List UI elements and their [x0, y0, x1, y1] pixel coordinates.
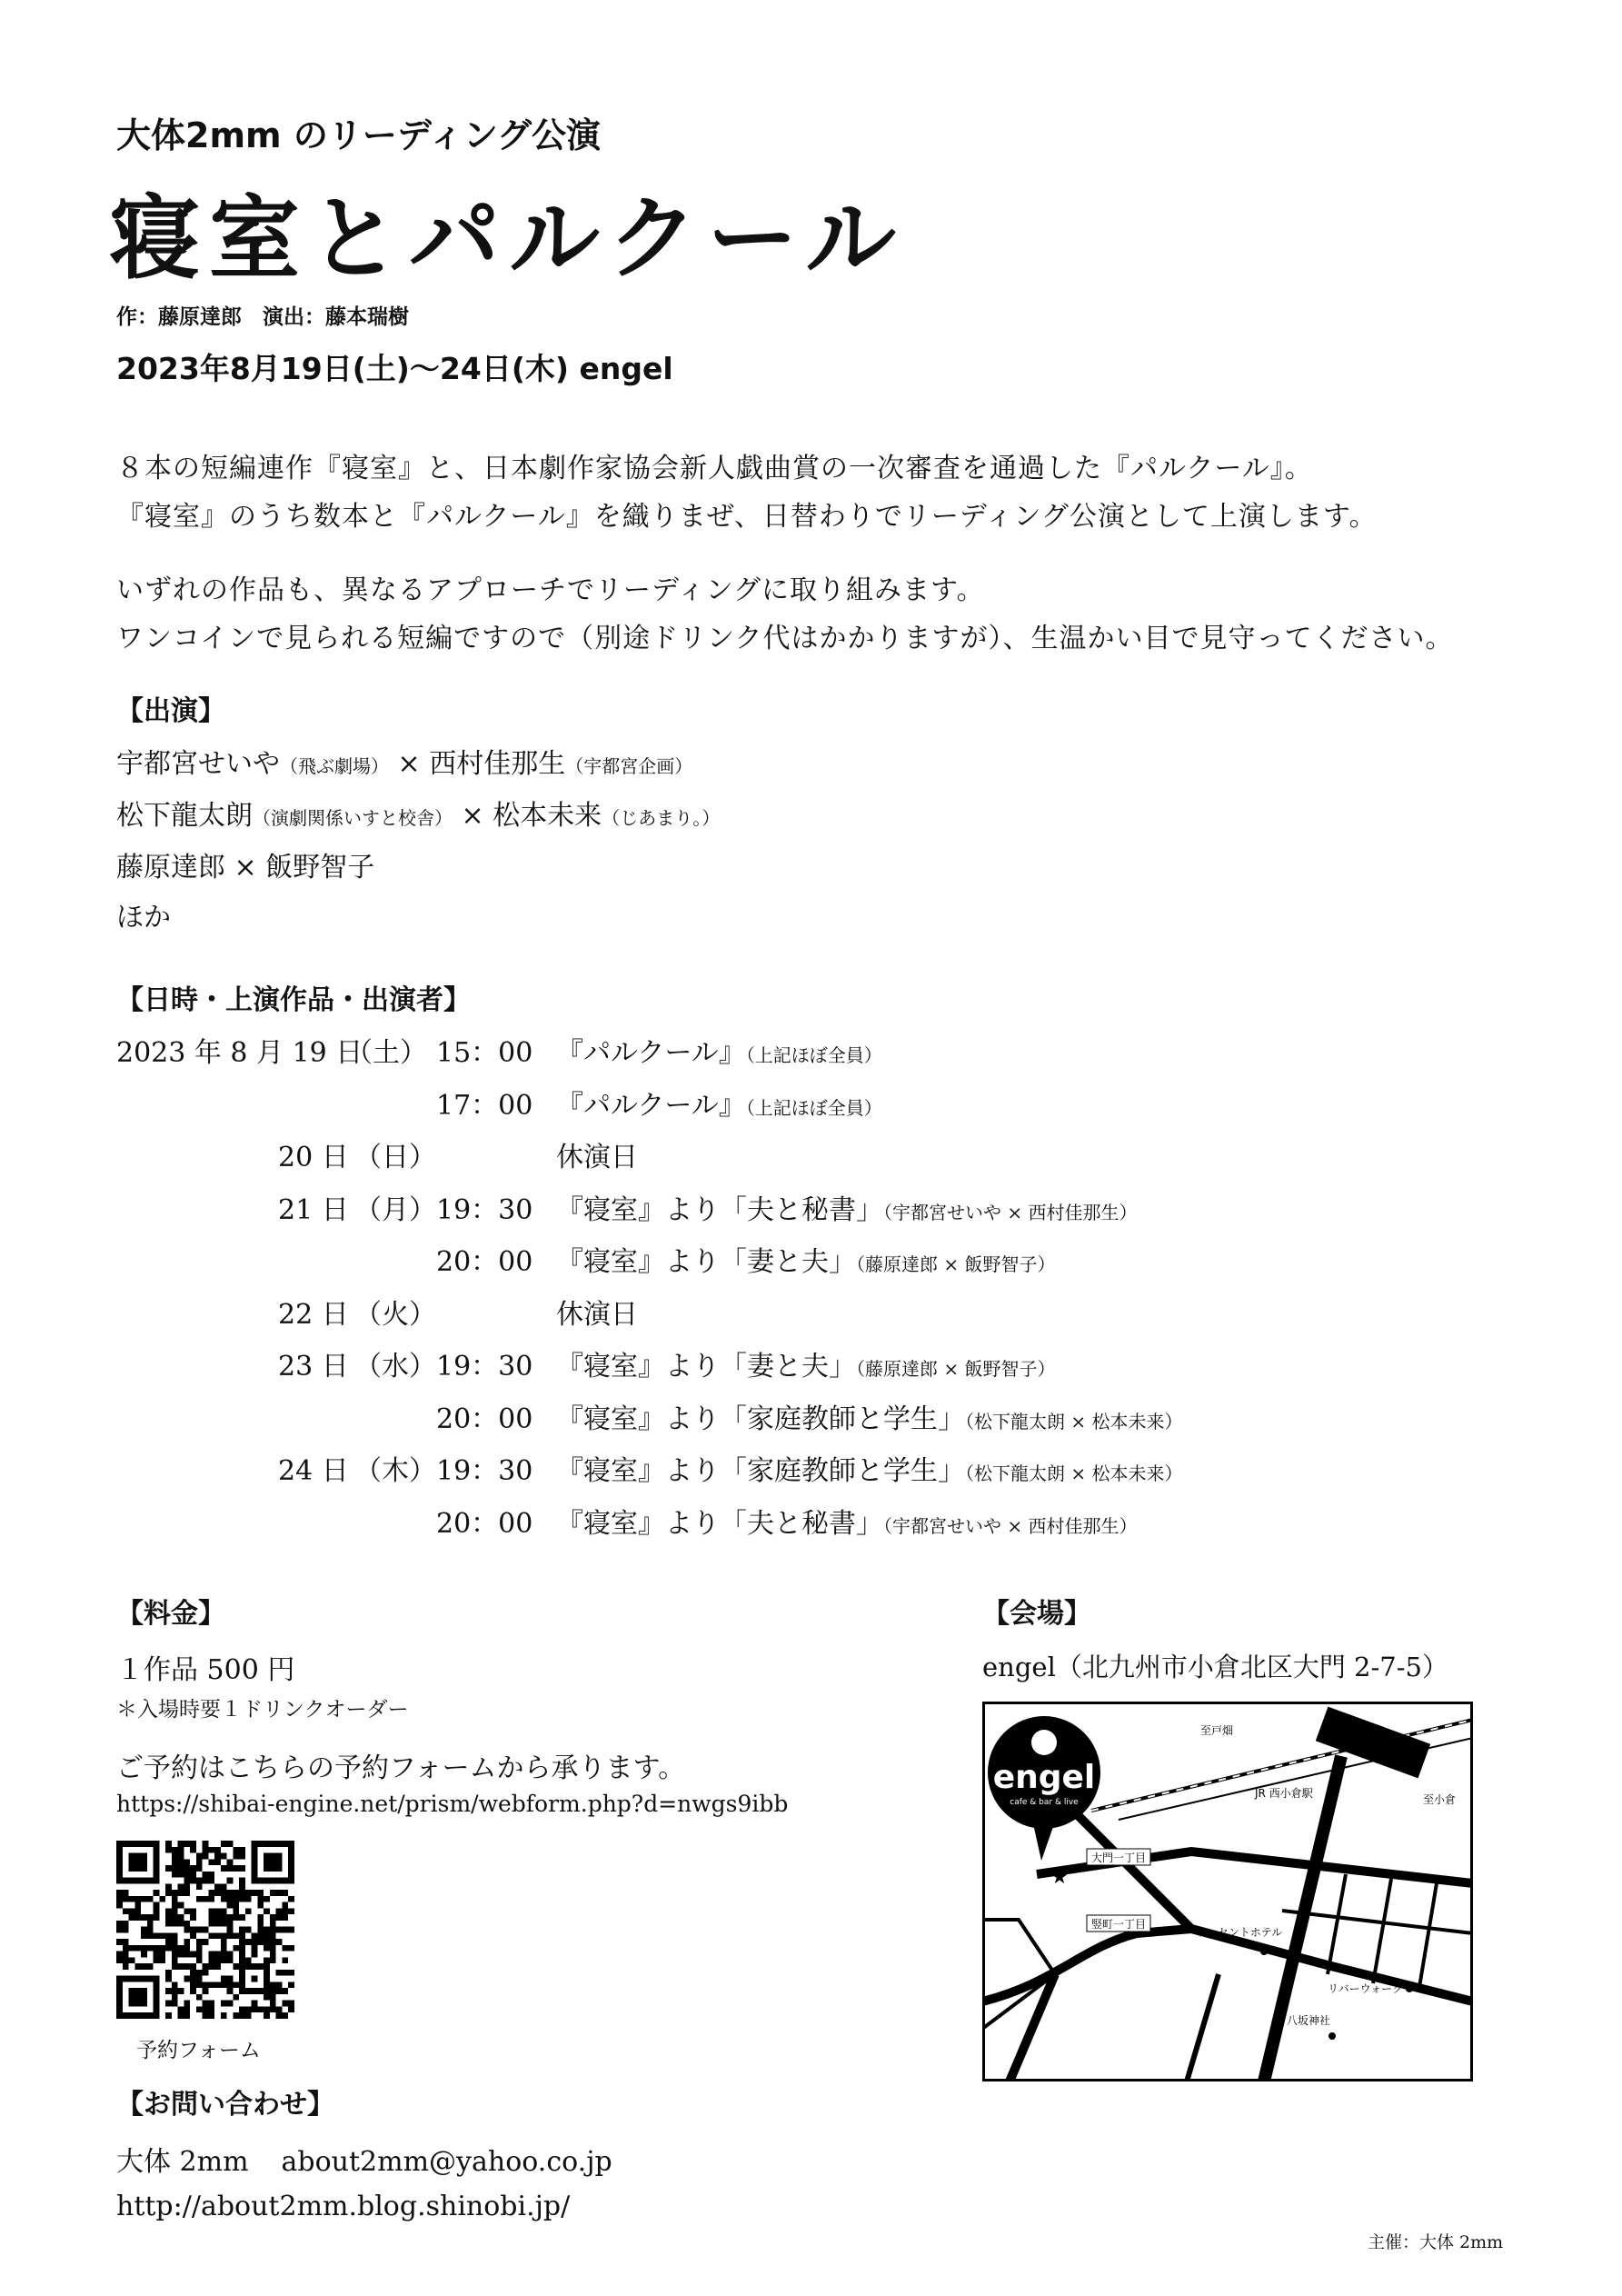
cast-line: 松下龍太朗（演劇関係いすと校舎） × 松本未来（じあまり。） — [116, 800, 721, 832]
contact-blog[interactable]: http://about2mm.blog.shinobi.jp/ — [116, 2191, 571, 2222]
reserve-url[interactable]: https://shibai-engine.net/prism/webform.php?d=nwgs9ibb — [116, 1791, 789, 1817]
schedule-time: 19：30 — [436, 1351, 533, 1383]
engel-logo: engel — [992, 1759, 1096, 1796]
venue-heading: 【会場】 — [982, 1598, 1091, 1630]
schedule-day: （月） — [354, 1194, 436, 1226]
schedule-work: 『寝室』より「家庭教師と学生」（松下龍太朗 × 松本未来） — [556, 1455, 1183, 1487]
map-label: 至戸畑 — [1200, 1724, 1234, 1737]
fee-note: ＊入場時要１ドリンクオーダー — [116, 1698, 409, 1722]
fee-heading: 【料金】 — [116, 1598, 225, 1630]
schedule-day: （土） — [345, 1037, 427, 1069]
map-label: 竪町一丁目 — [1091, 1918, 1147, 1931]
cast-heading: 【出演】 — [116, 695, 225, 727]
schedule-time: 19：30 — [436, 1194, 533, 1226]
schedule-time: 17：00 — [436, 1090, 533, 1122]
cast-line: ほか — [116, 902, 171, 933]
schedule-work: 『寝室』より「夫と秘書」（宇都宮せいや × 西村佳那生） — [556, 1508, 1138, 1540]
schedule-time: 19：30 — [436, 1455, 533, 1487]
venue-map — [982, 1702, 1473, 2081]
schedule-day: （木） — [354, 1455, 436, 1487]
schedule-date: 21 日 — [278, 1194, 349, 1226]
credits: 作：藤原達郎 演出：藤本瑞樹 — [116, 305, 409, 329]
contact-email[interactable]: about2mm@yahoo.co.jp — [281, 2146, 612, 2178]
map-label: JR 西小倉駅 — [1255, 1787, 1313, 1800]
schedule-time: 15：00 — [436, 1037, 533, 1069]
schedule-heading: 【日時・上演作品・出演者】 — [116, 984, 471, 1016]
schedule-work: 『寝室』より「家庭教師と学生」（松下龍太朗 × 松本未来） — [556, 1403, 1183, 1435]
schedule-date: 2023 年 8 月 19 日 — [116, 1037, 363, 1069]
schedule-date: 23 日 — [278, 1351, 349, 1383]
map-label: リーセントホテル — [1196, 1926, 1283, 1939]
schedule-time: 20：00 — [436, 1246, 533, 1278]
schedule-work: 休演日 — [556, 1142, 638, 1173]
map-label: 大門一丁目 — [1091, 1852, 1147, 1864]
map-label: リバーウォーク — [1328, 1982, 1404, 1995]
schedule-day: （火） — [354, 1299, 436, 1331]
performance-dates: 2023年8月19日(土)〜24日(木) engel — [116, 351, 673, 386]
schedule-work: 『寝室』より「夫と秘書」（宇都宮せいや × 西村佳那生） — [556, 1194, 1138, 1226]
cast-line: 宇都宮せいや（飛ぶ劇場） × 西村佳那生（宇都宮企画） — [116, 748, 693, 780]
map-label: 至小倉 — [1423, 1793, 1457, 1806]
schedule-work: 『寝室』より「妻と夫」（藤原達郎 × 飯野智子） — [556, 1351, 1056, 1383]
subtitle: 大体2mm のリーディング公演 — [116, 115, 602, 155]
schedule-work: 『パルクール』（上記ほぼ全員） — [556, 1037, 882, 1069]
fee-price: １作品 500 円 — [116, 1654, 295, 1686]
map-label: 八坂神社 — [1287, 2014, 1331, 2027]
schedule-time: 20：00 — [436, 1403, 533, 1435]
cast-line: 藤原達郎 × 飯野智子 — [116, 852, 375, 883]
intro-line: いずれの作品も、異なるアプローチでリーディングに取り組みます。 — [116, 574, 985, 606]
schedule-date: 20 日 — [278, 1142, 349, 1173]
qr-label: 予約フォーム — [136, 2039, 261, 2062]
schedule-time: 20：00 — [436, 1508, 533, 1540]
contact-heading: 【お問い合わせ】 — [116, 2089, 334, 2121]
contact-line — [116, 2139, 612, 2179]
reserve-text: ご予約はこちらの予約フォームから承ります。 — [116, 1752, 686, 1784]
venue-address: engel（北九州市小倉北区大門 2-7-5） — [982, 1652, 1449, 1682]
intro-line: ワンコインで見られる短編ですので（別途ドリンク代はかかりますが）、生温かい目で見守ってください。 — [116, 623, 1454, 654]
page-title: 寝室とパルクール — [109, 185, 905, 292]
engel-logo-sub: cafe & bar & live — [1010, 1798, 1079, 1807]
intro-line: 『寝室』のうち数本と『パルクール』を織りまぜ、日替わりでリーディング公演として上演します。 — [116, 501, 1378, 533]
schedule-work: 『パルクール』（上記ほぼ全員） — [556, 1090, 882, 1122]
schedule-work: 休演日 — [556, 1299, 638, 1331]
schedule-date: 22 日 — [278, 1299, 349, 1331]
qr-code[interactable] — [116, 1841, 294, 2019]
sponsor: 主催：大体 2mm — [1368, 2232, 1504, 2252]
venue-star-icon: ★ — [1050, 1866, 1069, 1889]
contact-name: 大体 2mm — [116, 2146, 249, 2178]
intro-line: ８本の短編連作『寝室』と、日本劇作家協会新人戯曲賞の一次審査を通過した『パルクール』。 — [116, 453, 1313, 484]
schedule-day: （日） — [354, 1142, 436, 1173]
schedule-day: （水） — [354, 1351, 436, 1383]
schedule-work: 『寝室』より「妻と夫」（藤原達郎 × 飯野智子） — [556, 1246, 1056, 1278]
schedule-date: 24 日 — [278, 1455, 349, 1487]
